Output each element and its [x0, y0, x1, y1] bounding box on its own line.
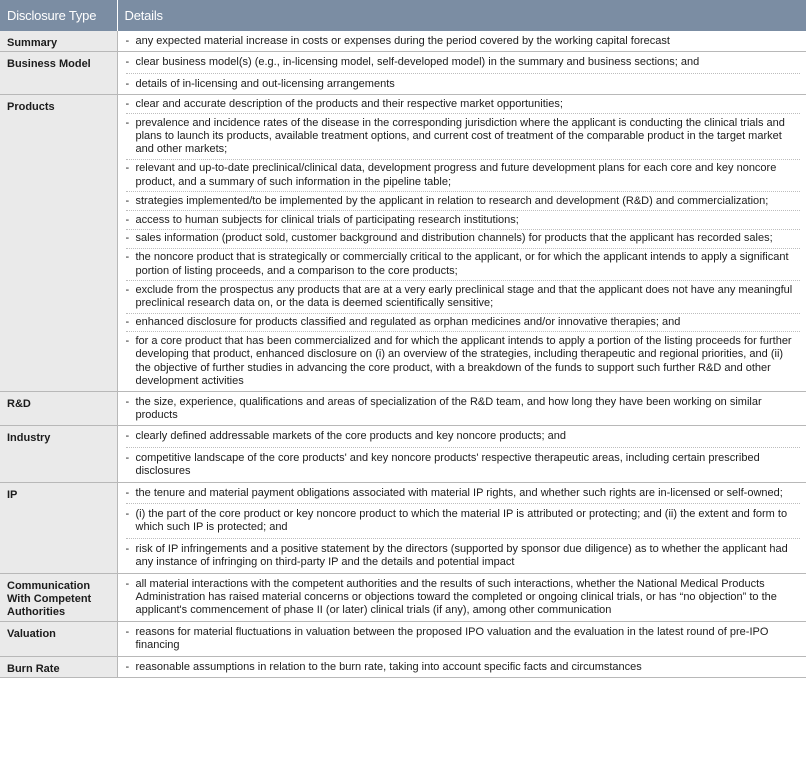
table-row: [0, 95, 806, 391]
details-list: [126, 657, 801, 677]
disclosure-type-cell: Burn Rate: [0, 656, 117, 677]
table-row: [0, 426, 806, 482]
details-list: [126, 31, 801, 51]
list-item: - competitive landscape of the core products' and key noncore products' respective therapeutic areas, including certain prescribed disclosures: [126, 448, 801, 482]
table-row: [0, 31, 806, 52]
details-cell: [117, 426, 806, 482]
list-item: - clear and accurate description of the products and their respective market opportunities;: [126, 95, 801, 114]
list-item: - enhanced disclosure for products classified and regulated as orphan medicines and/or innovative therapies; and: [126, 314, 801, 333]
table-row: [0, 621, 806, 656]
details-list: [126, 95, 801, 390]
list-item: - reasons for material fluctuations in valuation between the proposed IPO valuation and the evaluation in the latest round of pre-IPO financing: [126, 622, 801, 656]
details-list: [126, 574, 801, 621]
list-item: - reasonable assumptions in relation to the burn rate, taking into account specific facts and circumstances: [126, 657, 801, 677]
header-details: Details: [117, 0, 806, 31]
details-list: [126, 392, 801, 426]
list-item: - all material interactions with the competent authorities and the results of such interactions, whether the National Medical Products Administration has raised material concerns or objections toward the completed or ongoing clinical trials, or has “no objection” to the applicant's commencement of phase II (or later) clinical trials (if any), among other communication: [126, 574, 801, 621]
details-cell: [117, 482, 806, 573]
details-cell: [117, 52, 806, 95]
disclosure-type-cell: Valuation: [0, 621, 117, 656]
list-item: - (i) the part of the core product or key noncore product to which the material IP is attributed or protecting; and (ii) the extent and form to which such IP is protected; and: [126, 504, 801, 539]
details-cell: [117, 31, 806, 52]
list-item: - exclude from the prospectus any products that are at a very early preclinical stage and that the applicant does not have any meaningful preclinical research data on, or the data is deemed scientifically sensitive;: [126, 281, 801, 313]
table-row: [0, 656, 806, 677]
details-cell: [117, 656, 806, 677]
details-cell: [117, 391, 806, 426]
table-row: [0, 573, 806, 621]
disclosure-type-cell: Industry: [0, 426, 117, 482]
details-list: [126, 622, 801, 656]
details-cell: [117, 95, 806, 391]
list-item: - sales information (product sold, customer background and distribution channels) for products that the applicant has recorded sales;: [126, 230, 801, 249]
disclosure-type-cell: Communication With Competent Authorities: [0, 573, 117, 621]
list-item: - the size, experience, qualifications and areas of specialization of the R&D team, and how long they have been working on similar products: [126, 392, 801, 426]
table-row: [0, 482, 806, 573]
details-list: [126, 483, 801, 573]
list-item: - for a core product that has been commercialized and for which the applicant intends to apply a portion of the listing proceeds for further developing that product, enhanced disclosure on (i) an overview of the strategies, including therapeutic and regional priorities, and (ii) the objective of further studies in advancing the core product, with a breakdown of the funds to support such further R&D and other development activities: [126, 332, 801, 390]
list-item: - access to human subjects for clinical trials of participating research institutions;: [126, 211, 801, 230]
disclosure-type-cell: R&D: [0, 391, 117, 426]
details-cell: [117, 573, 806, 621]
table-row: [0, 52, 806, 95]
disclosure-type-cell: Products: [0, 95, 117, 391]
list-item: - risk of IP infringements and a positive statement by the directors (supported by sponsor due diligence) as to whether the applicant had any instance of infringing on third-party IP and the details and potential impact: [126, 539, 801, 573]
list-item: - prevalence and incidence rates of the disease in the corresponding jurisdiction where the applicant is conducting the clinical trials and plans to launch its products, available treatment options, and current cost of treatment of the comparable product in the target market and other markets;: [126, 114, 801, 160]
list-item: - details of in-licensing and out-licensing arrangements: [126, 74, 801, 94]
list-item: - the tenure and material payment obligations associated with material IP rights, and whether such rights are in-licensed or self-owned;: [126, 483, 801, 504]
list-item: - clear business model(s) (e.g., in-licensing model, self-developed model) in the summary and business sections; and: [126, 52, 801, 73]
details-list: [126, 426, 801, 481]
header-disclosure-type: Disclosure Type: [0, 0, 117, 31]
details-cell: [117, 621, 806, 656]
list-item: - the noncore product that is strategically or commercially critical to the applicant, or for which the applicant intends to apply a significant portion of listing proceeds, and a comparison to the core products;: [126, 249, 801, 281]
header-row: [0, 0, 806, 31]
list-item: - any expected material increase in costs or expenses during the period covered by the working capital forecast: [126, 31, 801, 51]
disclosure-type-cell: Business Model: [0, 52, 117, 95]
disclosure-type-cell: Summary: [0, 31, 117, 52]
table-row: [0, 391, 806, 426]
disclosure-type-cell: IP: [0, 482, 117, 573]
table-body: [0, 31, 806, 678]
list-item: - relevant and up-to-date preclinical/clinical data, development progress and future development plans for each core and key noncore product, and a summary of such information in the pipeline table;: [126, 160, 801, 192]
list-item: - clearly defined addressable markets of the core products and key noncore products; and: [126, 426, 801, 447]
list-item: - strategies implemented/to be implemented by the applicant in relation to research and development (R&D) and commercialization;: [126, 192, 801, 211]
details-list: [126, 52, 801, 94]
